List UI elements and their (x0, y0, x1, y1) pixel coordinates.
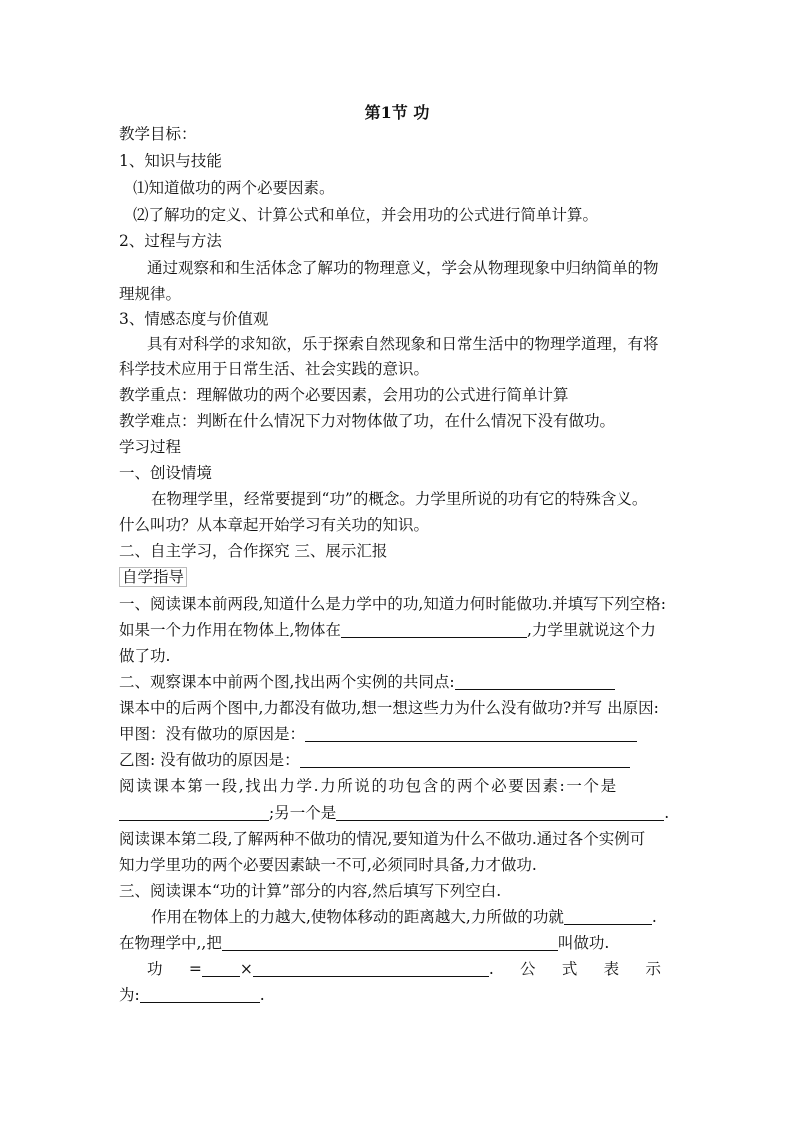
blank-field[interactable] (253, 960, 489, 977)
question-2-line-1 (119, 672, 615, 692)
question-1-prompt: 如果一个力作用在物体上,物体在 (119, 621, 341, 639)
times-sign: × (239, 960, 253, 978)
section-2-heading: 2、过程与方法 (119, 232, 222, 250)
guide-label-text: 自学指导 (119, 567, 187, 587)
jia-prompt: 甲图：没有做功的原因是： (119, 725, 306, 743)
question-1-line-1: 一、阅读课本前两段,知道什么是力学中的功,知道力何时能做功.并填写下列空格: (119, 595, 667, 613)
section-3-heading: 3、情感态度与价值观 (119, 310, 269, 328)
question-2-read-1: 阅读课本第一段,找出力学.力所说的功包含的两个必要因素:一个是 (119, 777, 618, 795)
question-2-yi (119, 750, 630, 770)
question-3-prompt: 作用在物体上的力越大,使物体移动的距离越大,力所做的功就 (151, 908, 564, 926)
blank-field[interactable] (119, 804, 269, 821)
blank-field[interactable] (305, 725, 637, 742)
formula-prompt: 为: (119, 986, 140, 1004)
formula-word-1: 公 (520, 960, 536, 978)
formula-word-2: 式 (561, 960, 578, 978)
formula-label: 功 (147, 960, 163, 978)
formula-word-3: 表 (603, 960, 620, 978)
question-2-line-2: 课本中的后两个图中,力都没有做功,想一想这些力为什么没有做功?并写 出原因: (119, 699, 659, 717)
formula-word-4: 示 (645, 960, 661, 978)
yi-prompt: 乙图: 没有做功的原因是： (119, 751, 300, 769)
difficulty: 教学难点：判断在什么情况下力对物体做了功，在什么情况下没有做功。 (119, 412, 616, 430)
question-2-prompt: 二、观察课本中前两个图,找出两个实例的共同点: (119, 673, 455, 691)
question-1-line-3: 做了功. (119, 647, 171, 665)
blank-field[interactable] (564, 908, 652, 925)
process-heading: 学习过程 (119, 438, 182, 456)
question-3-line-3 (119, 933, 609, 953)
definition-suffix: 叫做功. (557, 934, 610, 952)
question-2-read-2-line-1: 阅读课本第二段,了解两种不做功的情况,要知道为什么不做功.通过各个实例可 (119, 830, 646, 848)
question-1-suffix: ,力学里就说这个力 (526, 621, 656, 639)
question-3-line-4 (147, 959, 661, 979)
question-3-line-2: 作用在物体上的力越大,使物体移动的距离越大,力所做的功就 . (151, 908, 657, 926)
key-point: 教学重点：理解做功的两个必要因素，会用功的公式进行简单计算 (119, 386, 569, 404)
question-3-line-5: 为: . (119, 986, 265, 1004)
part-1-text-1: 在物理学里，经常要提到“功”的概念。力学里所说的功有它的特殊含义。 (151, 490, 648, 508)
question-2-jia (119, 724, 637, 744)
page-title: 第1节 功 (364, 103, 430, 122)
definition-prompt: 在物理学中,,把 (119, 934, 222, 952)
part-1-heading: 一、创设情境 (119, 464, 213, 482)
formula-equation: = × . (188, 960, 494, 978)
part-1-text-2: 什么叫功？从本章起开始学习有关功的知识。 (119, 516, 430, 534)
second-factor-prompt: ;另一个是 (269, 804, 337, 822)
objectives-heading: 教学目标： (119, 125, 197, 143)
section-2-text-1: 通过观察和和生活体念了解功的物理意义，学会从物理现象中归纳简单的物 (147, 259, 659, 277)
guide-label (119, 567, 187, 587)
question-3-line-1: 三、阅读课本“功的计算”部分的内容,然后填写下列空白. (119, 882, 502, 900)
blank-field[interactable] (140, 986, 260, 1003)
section-3-text-1: 具有对科学的求知欲，乐于探索自然现象和日常生活中的物理学道理，有将 (147, 335, 659, 353)
question-2-read-1-blanks: ;另一个是 . (119, 803, 669, 823)
blank-field[interactable] (222, 934, 558, 951)
blank-field[interactable] (336, 804, 664, 821)
section-1-item-1: ⑴知道做功的两个必要因素。 (133, 179, 335, 197)
equals-sign: = (188, 960, 202, 978)
blank-field[interactable] (300, 751, 630, 768)
blank-field[interactable] (341, 621, 527, 638)
blank-field[interactable] (202, 960, 240, 977)
section-2-text-2: 理规律。 (119, 285, 182, 303)
section-1-item-2: ⑵了解功的定义、计算公式和单位，并会用功的公式进行简单计算。 (133, 206, 599, 224)
question-1-line-2 (119, 620, 656, 640)
part-2-heading: 二、自主学习，合作探究 三、展示汇报 (119, 542, 388, 560)
section-3-text-2: 科学技术应用于日常生活、社会实践的意识。 (119, 360, 430, 378)
question-2-read-2-line-2: 知力学里功的两个必要因素缺一不可,必须同时具备,力才做功. (119, 856, 537, 874)
blank-field[interactable] (455, 673, 615, 690)
section-1-heading: 1、知识与技能 (119, 152, 222, 170)
